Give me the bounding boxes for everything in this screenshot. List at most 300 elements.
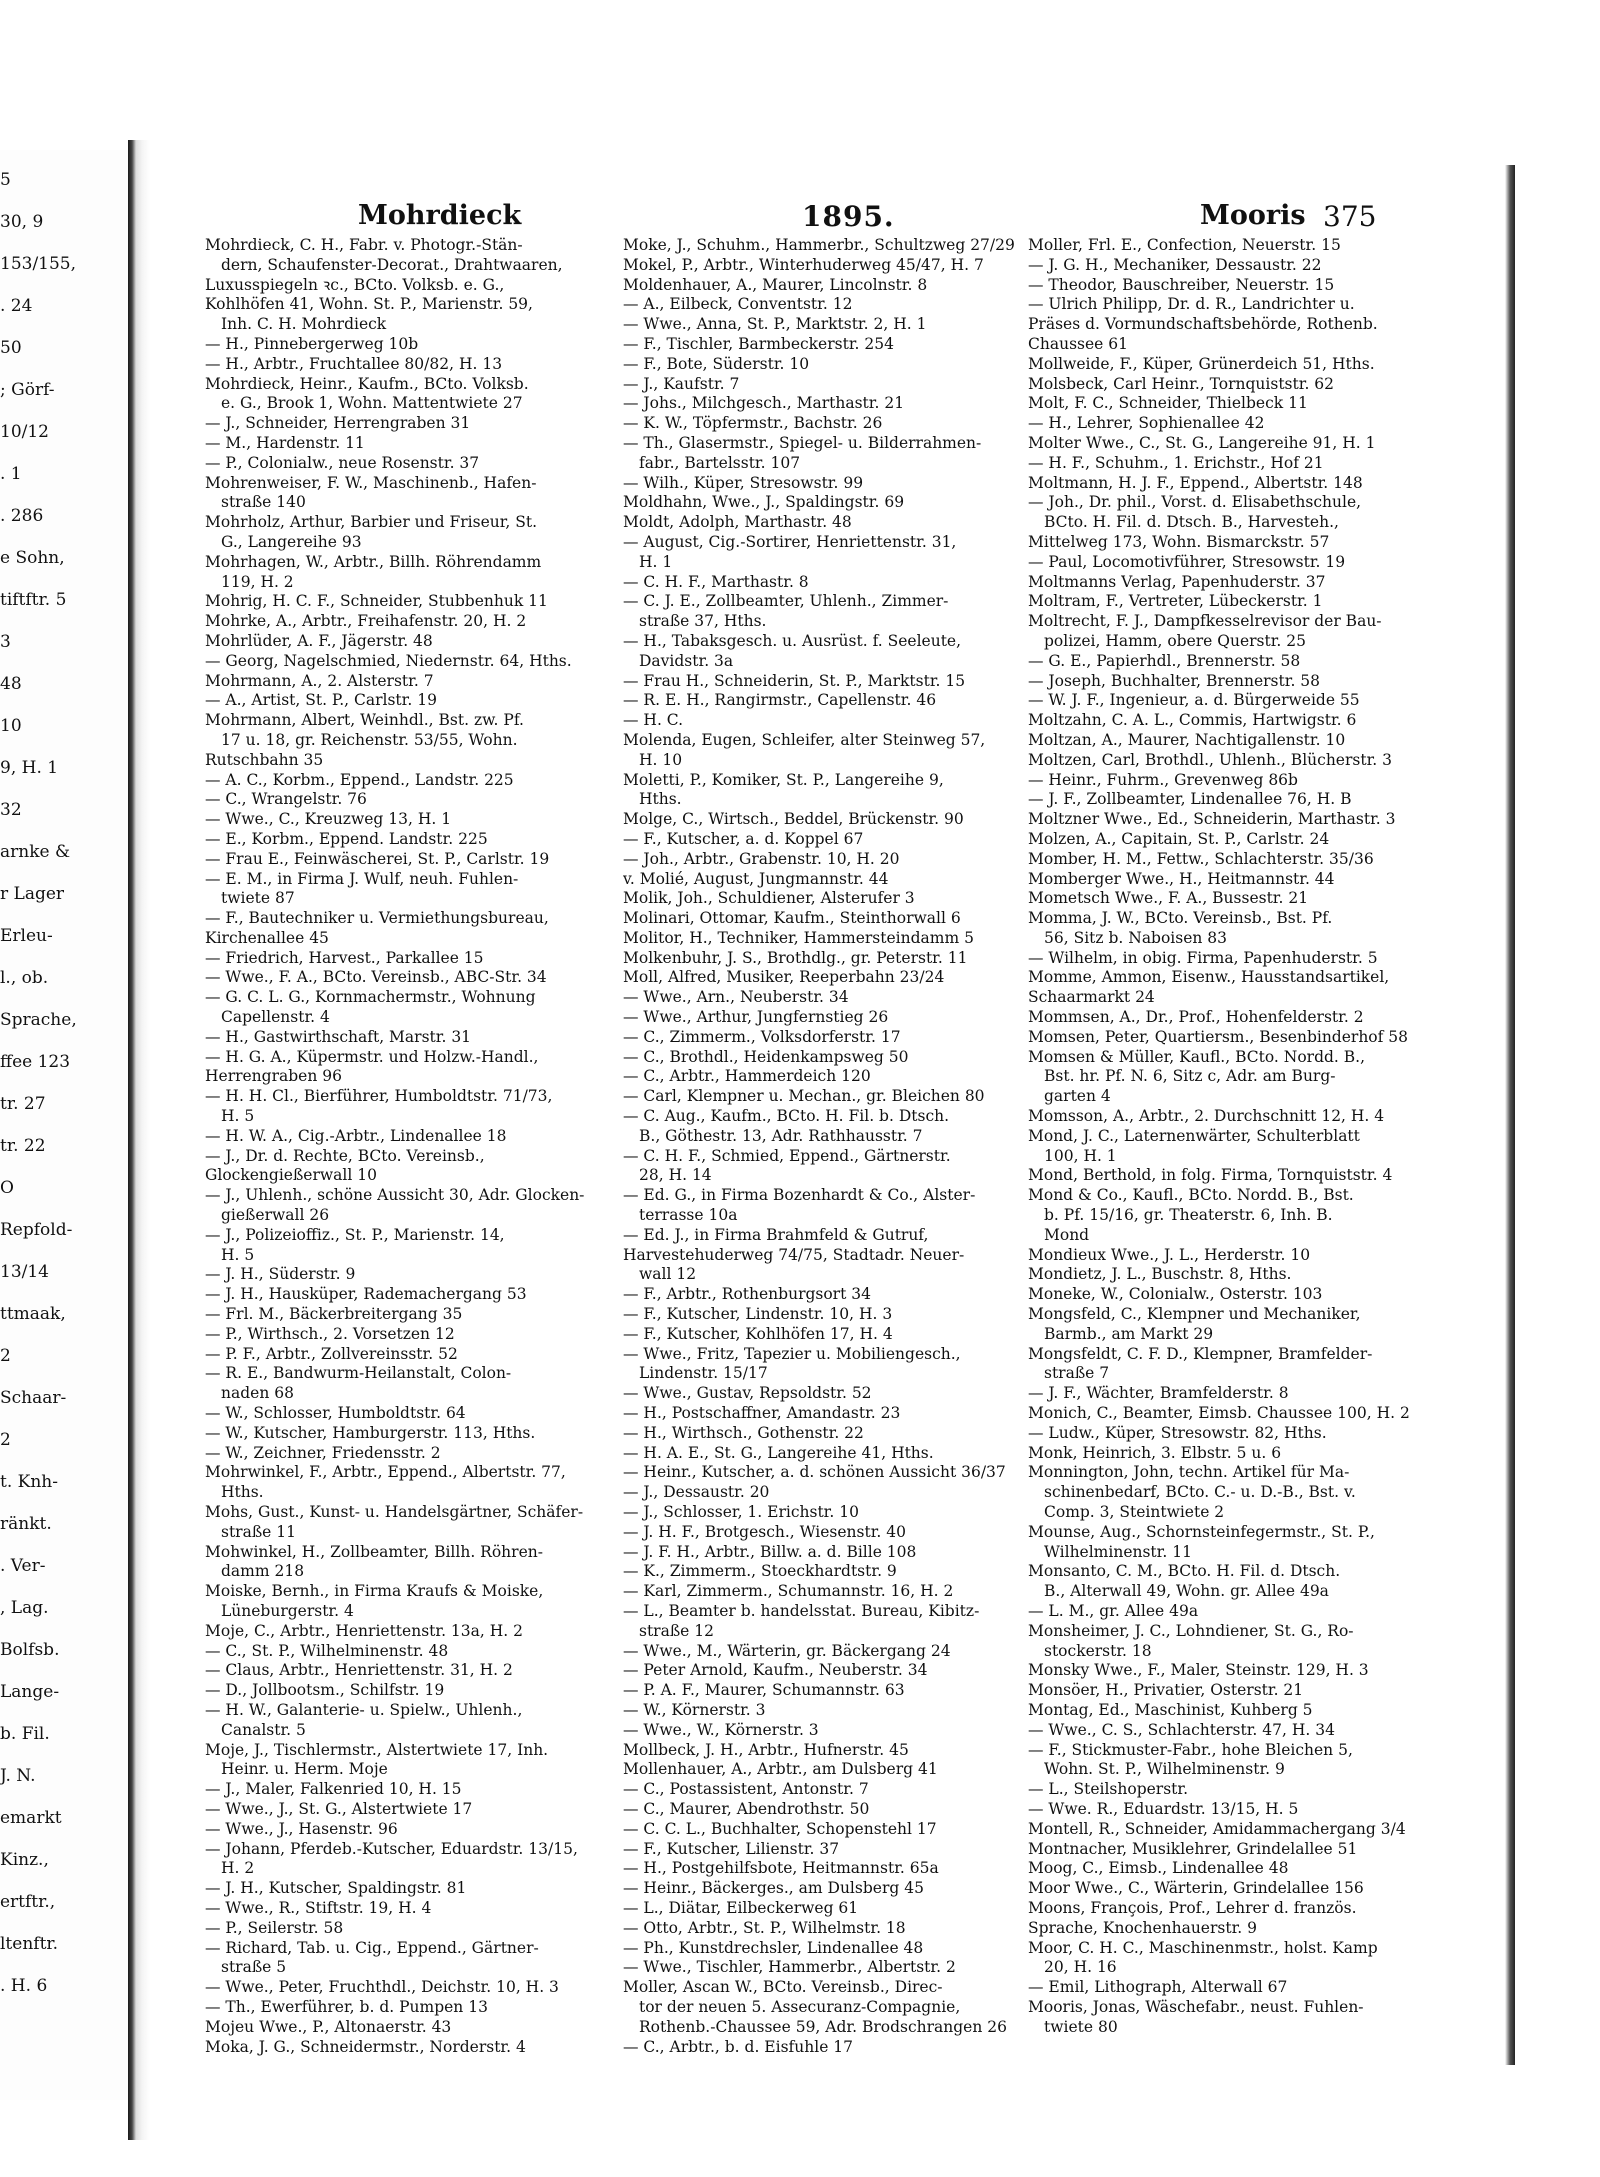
directory-entry-line: B., Alterwall 49, Wohn. gr. Allee 49a	[1044, 1582, 1329, 1601]
directory-entry-line: Moltzner Wwe., Ed., Schneiderin, Marthastr. 3	[1028, 810, 1396, 829]
directory-entry-line: — M., Hardenstr. 11	[205, 433, 365, 452]
directory-entry-line: — P. F., Arbtr., Zollvereinsstr. 52	[205, 1344, 458, 1363]
directory-entry-line: — H., Lehrer, Sophienallee 42	[1028, 414, 1265, 433]
previous-page-fragment: tr. 27	[0, 1094, 46, 1114]
directory-entry-line: — H. W. A., Cig.-Arbtr., Lindenallee 18	[205, 1126, 507, 1145]
previous-page-fragment: tr. 22	[0, 1136, 46, 1156]
directory-entry-line: Moldt, Adolph, Marthastr. 48	[623, 513, 852, 532]
directory-entry-line: — Heinr., Fuhrm., Grevenweg 86b	[1028, 770, 1298, 789]
directory-entry-line: — F., Tischler, Barmbeckerstr. 254	[623, 334, 894, 353]
directory-entry-line: — Frau H., Schneiderin, St. P., Marktstr. 15	[623, 671, 966, 690]
previous-page-fragment: 3	[0, 632, 11, 652]
directory-entry-line: — H. G. A., Küpermstr. und Holzw.-Handl.,	[205, 1047, 539, 1066]
directory-entry-line: — Wilhelm, in obig. Firma, Papenhuderstr. 5	[1028, 948, 1378, 967]
directory-entry-line: 100, H. 1	[1044, 1146, 1117, 1165]
directory-entry-line: Momsson, A., Arbtr., 2. Durchschnitt 12, H. 4	[1028, 1107, 1385, 1126]
directory-entry-line: Mohrenweiser, F. W., Maschinenb., Hafen-	[205, 473, 537, 492]
directory-entry-line: Capellenstr. 4	[221, 1008, 330, 1027]
directory-entry-line: — H., Wirthsch., Gothenstr. 22	[623, 1423, 864, 1442]
directory-entry-line: — Ulrich Philipp, Dr. d. R., Landrichter u.	[1028, 295, 1355, 314]
directory-entry-line: — Ludw., Küper, Stresowstr. 82, Hths.	[1028, 1423, 1327, 1442]
directory-entry-line: Mittelweg 173, Wohn. Bismarckstr. 57	[1028, 532, 1330, 551]
previous-page-fragment: 10	[0, 716, 22, 736]
directory-column-3	[1028, 236, 1436, 2038]
directory-column-2	[623, 236, 1023, 2057]
directory-entry-line: — K., Zimmerm., Stoeckhardtstr. 9	[623, 1562, 897, 1581]
directory-entry-line: — Wwe., J., Hasenstr. 96	[205, 1819, 398, 1838]
directory-entry-line: — C., Wrangelstr. 76	[205, 790, 367, 809]
directory-entry-line: — R. E., Bandwurm-Heilanstalt, Colon-	[205, 1364, 512, 1383]
previous-page-fragment: arnke &	[0, 842, 71, 862]
directory-entry-line: — J. F., Wächter, Bramfelderstr. 8	[1028, 1384, 1289, 1403]
directory-entry-line: — L. M., gr. Allee 49a	[1028, 1601, 1199, 1620]
directory-entry-line: Molenda, Eugen, Schleifer, alter Steinweg 57,	[623, 730, 986, 749]
directory-entry-line: Bst. hr. Pf. N. 6, Sitz c, Adr. am Burg-	[1044, 1067, 1336, 1086]
directory-entry-line: schinenbedarf, BCto. C.- u. D.-B., Bst. v.	[1044, 1483, 1356, 1502]
previous-page-fragment: Kinz.,	[0, 1850, 49, 1870]
directory-entry-line: straße 5	[221, 1958, 287, 1977]
directory-entry-line: 28, H. 14	[639, 1166, 712, 1185]
directory-entry-line: — J., Dr. d. Rechte, BCto. Vereinsb.,	[205, 1146, 485, 1165]
directory-entry-line: Molinari, Ottomar, Kaufm., Steinthorwall 6	[623, 909, 961, 928]
previous-page-fragment: ttmaak,	[0, 1304, 66, 1324]
directory-entry-line: — J., Schlosser, 1. Erichstr. 10	[623, 1503, 859, 1521]
book-gutter	[128, 140, 150, 2140]
directory-entry-line: terrasse 10a	[639, 1206, 738, 1225]
directory-entry-line: H. 5	[221, 1107, 255, 1126]
directory-entry-line: Mohrwinkel, F., Arbtr., Eppend., Albertstr. 77,	[205, 1463, 566, 1482]
directory-entry-line: — Friedrich, Harvest., Parkallee 15	[205, 948, 484, 967]
directory-entry-line: — D., Jollbootsm., Schilfstr. 19	[205, 1681, 445, 1700]
directory-entry-line: — Wwe., Tischler, Hammerbr., Albertstr. 2	[623, 1958, 956, 1977]
directory-entry-line: Chaussee 61	[1028, 334, 1128, 353]
header-left-keyword: Mohrdieck	[358, 200, 522, 231]
directory-entry-line: Mond & Co., Kaufl., BCto. Nordd. B., Bst.	[1028, 1186, 1354, 1205]
directory-entry-line: Molsbeck, Carl Heinr., Tornquiststr. 62	[1028, 374, 1335, 393]
directory-entry-line: straße 11	[221, 1522, 297, 1541]
directory-entry-line: Mollbeck, J. H., Arbtr., Hufnerstr. 45	[623, 1740, 909, 1759]
directory-entry-line: — C. C. L., Buchhalter, Schopenstehl 17	[623, 1819, 937, 1838]
directory-entry-line: twiete 80	[1044, 2017, 1118, 2036]
previous-page-fragment: 2	[0, 1430, 11, 1450]
directory-entry-line: Luxusspiegeln ꝛc., BCto. Volksb. e. G.,	[205, 275, 505, 294]
directory-entry-line: — J., Maler, Falkenried 10, H. 15	[205, 1780, 462, 1799]
previous-page-fragment: Erleu-	[0, 926, 53, 946]
directory-entry-line: Molter Wwe., C., St. G., Langereihe 91, H. 1	[1028, 433, 1376, 452]
directory-entry-line: — P., Colonialw., neue Rosenstr. 37	[205, 453, 480, 472]
directory-entry-line: — H. F., Schuhm., 1. Erichstr., Hof 21	[1028, 453, 1324, 472]
directory-entry-line: Moje, J., Tischlermstr., Alstertwiete 17, Inh.	[205, 1740, 549, 1759]
directory-entry-line: Barmb., am Markt 29	[1044, 1324, 1214, 1343]
directory-entry-line: Monsöer, H., Privatier, Osterstr. 21	[1028, 1681, 1304, 1700]
directory-entry-line: Mohrdieck, Heinr., Kaufm., BCto. Volksb.	[205, 374, 529, 393]
directory-entry-line: twiete 87	[221, 889, 295, 908]
directory-entry-line: — Johann, Pferdeb.-Kutscher, Eduardstr. 13/15,	[205, 1839, 578, 1858]
directory-entry-line: — Peter Arnold, Kaufm., Neuberstr. 34	[623, 1661, 928, 1680]
previous-page-fragment: 2	[0, 1346, 11, 1366]
directory-entry-line: B., Göthestr. 13, Adr. Rathhausstr. 7	[639, 1126, 923, 1145]
directory-entry-line: Mohwinkel, H., Zollbeamter, Billh. Röhren-	[205, 1542, 543, 1561]
directory-entry-line: garten 4	[1044, 1087, 1111, 1106]
directory-entry-line: Mohrke, A., Arbtr., Freihafenstr. 20, H. 2	[205, 612, 527, 631]
directory-entry-line: Rutschbahn 35	[205, 750, 324, 769]
directory-entry-line: Canalstr. 5	[221, 1720, 306, 1739]
directory-entry-line: — Wwe., W., Körnerstr. 3	[623, 1720, 819, 1739]
directory-entry-line: Mounse, Aug., Schornsteinfegermstr., St. P.,	[1028, 1522, 1375, 1541]
directory-entry-line: Comp. 3, Steintwiete 2	[1044, 1503, 1225, 1521]
previous-page-fragment: Schaar-	[0, 1388, 67, 1408]
directory-entry-line: Moneke, W., Colonialw., Osterstr. 103	[1028, 1285, 1323, 1304]
previous-page-fragment: 153/155,	[0, 254, 77, 274]
directory-entry-line: — J., Polizeioffiz., St. P., Marienstr. 14,	[205, 1225, 505, 1244]
directory-entry-line: — Wwe., Arn., Neuberstr. 34	[623, 988, 849, 1007]
directory-entry-line: — F., Kutscher, Lindenstr. 10, H. 3	[623, 1305, 893, 1324]
directory-entry-line: — J., Schneider, Herrengraben 31	[205, 414, 471, 433]
directory-entry-line: — Ph., Kunstdrechsler, Lindenallee 48	[623, 1938, 924, 1957]
directory-entry-line: — W. J. F., Ingenieur, a. d. Bürgerweide 55	[1028, 691, 1360, 710]
directory-entry-line: Moltrecht, F. J., Dampfkesselrevisor der Bau-	[1028, 612, 1382, 631]
directory-entry-line: Montnacher, Musiklehrer, Grindelallee 51	[1028, 1839, 1358, 1858]
previous-page-fragment: ertftr.,	[0, 1892, 56, 1912]
directory-entry-line: Wohn. St. P., Wilhelminenstr. 9	[1044, 1760, 1285, 1779]
directory-entry-line: — C., Zimmerm., Volksdorferstr. 17	[623, 1027, 901, 1046]
previous-page-fragment: Repfold-	[0, 1220, 73, 1240]
directory-entry-line: damm 218	[221, 1562, 305, 1581]
directory-entry-line: — G. E., Papierhdl., Brennerstr. 58	[1028, 651, 1301, 670]
directory-entry-line: — Claus, Arbtr., Henriettenstr. 31, H. 2	[205, 1661, 513, 1680]
page-header	[150, 200, 1505, 240]
directory-entry-line: — C., St. P., Wilhelminenstr. 48	[205, 1641, 449, 1660]
directory-entry-line: — H., Tabaksgesch. u. Ausrüst. f. Seeleute,	[623, 631, 962, 650]
directory-entry-line: Molt, F. C., Schneider, Thielbeck 11	[1028, 394, 1308, 413]
directory-entry-line: polizei, Hamm, obere Querstr. 25	[1044, 631, 1307, 650]
directory-entry-line: — W., Zeichner, Friedensstr. 2	[205, 1443, 441, 1462]
directory-entry-line: — Wwe., J., St. G., Alstertwiete 17	[205, 1799, 473, 1818]
previous-page-fragment: J. N.	[0, 1766, 36, 1786]
previous-page-fragment: 10/12	[0, 422, 49, 442]
directory-entry-line: — P., Wirthsch., 2. Vorsetzen 12	[205, 1324, 455, 1343]
directory-entry-line: — Emil, Lithograph, Alterwall 67	[1028, 1978, 1288, 1997]
directory-entry-line: Mohrig, H. C. F., Schneider, Stubbenhuk 11	[205, 592, 548, 611]
previous-page-fragment: tiftftr. 5	[0, 590, 67, 610]
page-edge-shadow	[1505, 165, 1515, 2065]
previous-page-edge	[0, 150, 128, 2100]
directory-entry-line: — Wwe., M., Wärterin, gr. Bäckergang 24	[623, 1641, 951, 1660]
directory-entry-line: — A., Artist, St. P., Carlstr. 19	[205, 691, 437, 710]
directory-entry-line: — H. A. E., St. G., Langereihe 41, Hths.	[623, 1443, 934, 1462]
directory-entry-line: Mooris, Jonas, Wäschefabr., neust. Fuhlen-	[1028, 1997, 1364, 2016]
directory-entry-line: — Georg, Nagelschmied, Niedernstr. 64, Hths.	[205, 651, 572, 670]
directory-entry-line: Mondietz, J. L., Buschstr. 8, Hths.	[1028, 1265, 1292, 1284]
directory-entry-line: — Carl, Klempner u. Mechan., gr. Bleichen 80	[623, 1087, 985, 1106]
directory-entry-line: Monich, C., Beamter, Eimsb. Chaussee 100, H. 2	[1028, 1404, 1410, 1423]
directory-entry-line: — Frl. M., Bäckerbreitergang 35	[205, 1305, 463, 1324]
directory-entry-line: — C., Brothdl., Heidenkampsweg 50	[623, 1047, 909, 1066]
directory-entry-line: Momsen, Peter, Quartiersm., Besenbinderhof 58	[1028, 1027, 1409, 1046]
directory-entry-line: H. 1	[639, 552, 673, 571]
directory-entry-line: — Wwe. R., Eduardstr. 13/15, H. 5	[1028, 1799, 1299, 1818]
directory-entry-line: — Th., Ewerführer, b. d. Pumpen 13	[205, 1997, 488, 2016]
directory-entry-line: Kohlhöfen 41, Wohn. St. P., Marienstr. 59,	[205, 295, 533, 314]
directory-entry-line: H. 10	[639, 750, 683, 769]
directory-entry-line: Moog, C., Eimsb., Lindenallee 48	[1028, 1859, 1289, 1878]
directory-entry-line: — H., Arbtr., Fruchtallee 80/82, H. 13	[205, 354, 503, 373]
directory-entry-line: Moldenhauer, A., Maurer, Lincolnstr. 8	[623, 275, 928, 294]
directory-entry-line: Mohrmann, Albert, Weinhdl., Bst. zw. Pf.	[205, 711, 524, 730]
directory-entry-line: — J. H., Süderstr. 9	[205, 1265, 356, 1284]
directory-entry-line: Molitor, H., Techniker, Hammersteindamm 5	[623, 928, 974, 947]
directory-entry-line: — P. A. F., Maurer, Schumannstr. 63	[623, 1681, 905, 1700]
directory-entry-line: tor der neuen 5. Assecuranz-Compagnie,	[639, 1997, 961, 2016]
directory-entry-line: Mollweide, F., Küper, Grünerdeich 51, Hths.	[1028, 354, 1375, 373]
directory-entry-line: — J. H., Kutscher, Spaldingstr. 81	[205, 1879, 467, 1898]
directory-entry-line: Mohrholz, Arthur, Barbier und Friseur, St.	[205, 513, 538, 532]
directory-entry-line: Moltram, F., Vertreter, Lübeckerstr. 1	[1028, 592, 1323, 611]
directory-entry-line: — Johs., Milchgesch., Marthastr. 21	[623, 394, 905, 413]
directory-entry-line: Mohrlüder, A. F., Jägerstr. 48	[205, 631, 433, 650]
directory-entry-line: Molkenbuhr, J. S., Brothdlg., gr. Peterstr. 11	[623, 948, 968, 967]
previous-page-fragment: 32	[0, 800, 22, 820]
directory-entry-line: Momme, Ammon, Eisenw., Hausstandsartikel,	[1028, 968, 1390, 987]
previous-page-fragment: ltenftr.	[0, 1934, 59, 1954]
directory-entry-line: Moltzan, A., Maurer, Nachtigallenstr. 10	[1028, 730, 1346, 749]
directory-entry-line: — Wwe., Gustav, Repsoldstr. 52	[623, 1384, 872, 1403]
directory-entry-line: — R. E. H., Rangirmstr., Capellenstr. 46	[623, 691, 937, 710]
previous-page-fragment: Sprache,	[0, 1010, 77, 1030]
previous-page-fragment: . 286	[0, 506, 44, 526]
directory-entry-line: Monsheimer, J. C., Lohndiener, St. G., Ro-	[1028, 1621, 1354, 1640]
directory-entry-line: — Joseph, Buchhalter, Brennerstr. 58	[1028, 671, 1321, 690]
directory-entry-line: — H. W., Galanterie- u. Spielw., Uhlenh.,	[205, 1700, 523, 1719]
directory-entry-line: Moltzahn, C. A. L., Commis, Hartwigstr. 6	[1028, 711, 1357, 730]
directory-entry-line: — J. H. F., Brotgesch., Wiesenstr. 40	[623, 1522, 907, 1541]
directory-entry-line: — H., Gastwirthschaft, Marstr. 31	[205, 1027, 472, 1046]
directory-entry-line: Mohs, Gust., Kunst- u. Handelsgärtner, Schäfer-	[205, 1503, 584, 1521]
directory-entry-line: Sprache, Knochenhauerstr. 9	[1028, 1918, 1257, 1937]
directory-entry-line: Heinr. u. Herm. Moje	[221, 1760, 388, 1779]
directory-entry-line: Moltmann, H. J. F., Eppend., Albertstr. 148	[1028, 473, 1363, 492]
directory-entry-line: Moller, Frl. E., Confection, Neuerstr. 15	[1028, 236, 1341, 254]
directory-entry-line: Momsen & Müller, Kaufl., BCto. Nordd. B.,	[1028, 1047, 1366, 1066]
previous-page-fragment: 48	[0, 674, 22, 694]
directory-entry-line: — G. C. L. G., Kornmachermstr., Wohnung	[205, 988, 536, 1007]
directory-entry-line: Molzen, A., Capitain, St. P., Carlstr. 24	[1028, 829, 1330, 848]
directory-entry-line: — Paul, Locomotivführer, Stresowstr. 19	[1028, 552, 1346, 571]
directory-entry-line: — H., Postschaffner, Amandastr. 23	[623, 1404, 901, 1423]
directory-entry-line: Molik, Joh., Schuldiener, Alsterufer 3	[623, 889, 915, 908]
directory-entry-line: Glockengießerwall 10	[205, 1166, 377, 1185]
previous-page-fragment: ffee 123	[0, 1052, 71, 1072]
previous-page-fragment: b. Fil.	[0, 1724, 50, 1744]
directory-entry-line: Kirchenallee 45	[205, 928, 329, 947]
directory-entry-line: — F., Stickmuster-Fabr., hohe Bleichen 5,	[1028, 1740, 1353, 1759]
directory-entry-line: — C. H. F., Marthastr. 8	[623, 572, 809, 591]
directory-entry-line: — Joh., Arbtr., Grabenstr. 10, H. 20	[623, 849, 900, 868]
directory-entry-line: naden 68	[221, 1384, 294, 1403]
previous-page-fragment: 13/14	[0, 1262, 49, 1282]
directory-entry-line: Harvestehuderweg 74/75, Stadtadr. Neuer-	[623, 1245, 965, 1264]
directory-entry-line: — J. F. H., Arbtr., Billw. a. d. Bille 108	[623, 1542, 917, 1561]
previous-page-fragment: l., ob.	[0, 968, 49, 988]
previous-page-fragment: . H. 6	[0, 1976, 48, 1996]
directory-entry-line: — J. G. H., Mechaniker, Dessaustr. 22	[1028, 255, 1322, 274]
directory-entry-line: — Wwe., C., Kreuzweg 13, H. 1	[205, 810, 452, 829]
directory-entry-line: — L., Steilshoperstr.	[1028, 1780, 1189, 1799]
directory-entry-line: — J., Uhlenh., schöne Aussicht 30, Adr. Glocken-	[205, 1186, 585, 1205]
directory-entry-line: — F., Kutscher, Lilienstr. 37	[623, 1839, 840, 1858]
previous-page-fragment: . Ver-	[0, 1556, 46, 1576]
directory-entry-line: Inh. C. H. Mohrdieck	[221, 315, 387, 334]
directory-entry-line: Moje, C., Arbtr., Henriettenstr. 13a, H. 2	[205, 1621, 523, 1640]
directory-entry-line: Mond, Berthold, in folg. Firma, Tornquiststr. 4	[1028, 1166, 1393, 1185]
previous-page-fragment: O	[0, 1178, 14, 1198]
directory-entry-line: — W., Schlosser, Humboldtstr. 64	[205, 1404, 466, 1423]
directory-entry-line: Monnington, John, techn. Artikel für Ma-	[1028, 1463, 1350, 1482]
directory-entry-line: — Wwe., R., Stiftstr. 19, H. 4	[205, 1898, 432, 1917]
directory-entry-line: Moka, J. G., Schneidermstr., Norderstr. 4	[205, 2037, 526, 2056]
directory-entry-line: — Wilh., Küper, Stresowstr. 99	[623, 473, 864, 492]
directory-entry-line: Moltmanns Verlag, Papenhuderstr. 37	[1028, 572, 1326, 591]
directory-entry-line: — C., Maurer, Abendrothstr. 50	[623, 1799, 870, 1818]
directory-entry-line: — Ed. J., in Firma Brahmfeld & Gutruf,	[623, 1225, 929, 1244]
directory-entry-line: Moor Wwe., C., Wärterin, Grindelallee 156	[1028, 1879, 1364, 1898]
directory-entry-line: — A. C., Korbm., Eppend., Landstr. 225	[205, 770, 514, 789]
directory-entry-line: — F., Bote, Süderstr. 10	[623, 354, 810, 373]
directory-entry-line: — F., Kutscher, a. d. Koppel 67	[623, 829, 864, 848]
directory-entry-line: b. Pf. 15/16, gr. Theaterstr. 6, Inh. B.	[1044, 1206, 1333, 1225]
directory-entry-line: — W., Körnerstr. 3	[623, 1700, 766, 1719]
directory-entry-line: Mondieux Wwe., J. L., Herderstr. 10	[1028, 1245, 1311, 1264]
directory-entry-line: Moke, J., Schuhm., Hammerbr., Schultzweg 27/29	[623, 236, 1015, 254]
directory-entry-line: — H., Postgehilfsbote, Heitmannstr. 65a	[623, 1859, 939, 1878]
directory-entry-line: — Joh., Dr. phil., Vorst. d. Elisabethschule,	[1028, 493, 1362, 512]
directory-entry-line: Moor, C. H. C., Maschinenmstr., holst. Kamp	[1028, 1938, 1378, 1957]
previous-page-fragment: r Lager	[0, 884, 65, 904]
header-year: 1895.	[802, 200, 895, 233]
directory-entry-line: BCto. H. Fil. d. Dtsch. B., Harvesteh.,	[1044, 513, 1339, 532]
directory-entry-line: — C. H. F., Schmied, Eppend., Gärtnerstr.	[623, 1146, 951, 1165]
directory-entry-line: dern, Schaufenster-Decorat., Drahtwaaren,	[221, 255, 563, 274]
directory-entry-line: Schaarmarkt 24	[1028, 988, 1155, 1007]
directory-entry-line: — H. H. Cl., Bierführer, Humboldtstr. 71/73,	[205, 1087, 553, 1106]
directory-entry-line: — L., Diätar, Eilbeckerweg 61	[623, 1898, 859, 1917]
previous-page-fragment: 5	[0, 170, 11, 190]
directory-entry-line: wall 12	[639, 1265, 697, 1284]
directory-entry-line: G., Langereihe 93	[221, 532, 362, 551]
directory-entry-line: — Wwe., F. A., BCto. Vereinsb., ABC-Str. 34	[205, 968, 547, 987]
directory-entry-line: fabr., Bartelsstr. 107	[639, 453, 801, 472]
previous-page-fragment: e Sohn,	[0, 548, 65, 568]
directory-entry-line: 119, H. 2	[221, 572, 294, 591]
directory-entry-line: — Wwe., Peter, Fruchthdl., Deichstr. 10, H. 3	[205, 1978, 559, 1997]
directory-entry-line: Molge, C., Wirtsch., Beddel, Brückenstr. 90	[623, 810, 964, 829]
previous-page-fragment: ; Görf-	[0, 380, 55, 400]
directory-entry-line: — J. H., Hausküper, Rademachergang 53	[205, 1285, 527, 1304]
directory-entry-line: stockerstr. 18	[1044, 1641, 1152, 1660]
directory-entry-line: Moons, François, Prof., Lehrer d. französ.	[1028, 1898, 1357, 1917]
directory-entry-line: Herrengraben 96	[205, 1067, 342, 1086]
directory-entry-line: Lindenstr. 15/17	[639, 1364, 768, 1383]
directory-entry-line: — Heinr., Kutscher, a. d. schönen Aussicht 36/37	[623, 1463, 1006, 1482]
directory-entry-line: — H. C.	[623, 711, 684, 730]
directory-entry-line: — Heinr., Bäckerges., am Dulsberg 45	[623, 1879, 924, 1898]
directory-entry-line: — C. Aug., Kaufm., BCto. H. Fil. b. Dtsch.	[623, 1107, 950, 1126]
directory-entry-line: — Th., Glasermstr., Spiegel- u. Bilderrahmen-	[623, 433, 982, 452]
page-number: 375	[1323, 200, 1377, 233]
previous-page-fragment: , Lag.	[0, 1598, 49, 1618]
directory-entry-line: Moller, Ascan W., BCto. Vereinsb., Direc-	[623, 1978, 943, 1997]
directory-entry-line: Moletti, P., Komiker, St. P., Langereihe 9,	[623, 770, 944, 789]
directory-entry-line: — F., Bautechniker u. Vermiethungsbureau,	[205, 909, 549, 928]
directory-entry-line: Wilhelminenstr. 11	[1044, 1542, 1192, 1561]
directory-entry-line: — Richard, Tab. u. Cig., Eppend., Gärtner-	[205, 1938, 539, 1957]
directory-entry-line: Mometsch Wwe., F. A., Bussestr. 21	[1028, 889, 1309, 908]
directory-entry-line: — Ed. G., in Firma Bozenhardt & Co., Alster-	[623, 1186, 976, 1205]
directory-entry-line: — L., Beamter b. handelsstat. Bureau, Kibitz-	[623, 1601, 980, 1620]
directory-entry-line: Mohrmann, A., 2. Alsterstr. 7	[205, 671, 434, 690]
directory-entry-line: Mollenhauer, A., Arbtr., am Dulsberg 41	[623, 1760, 938, 1779]
header-right-keyword: Mooris	[1200, 200, 1306, 231]
directory-entry-line: Montag, Ed., Maschinist, Kuhberg 5	[1028, 1700, 1313, 1719]
directory-entry-line: H. 2	[221, 1859, 255, 1878]
directory-entry-line: Moltzen, Carl, Brothdl., Uhlenh., Blücherstr. 3	[1028, 750, 1392, 769]
directory-entry-line: — Otto, Arbtr., St. P., Wilhelmstr. 18	[623, 1918, 906, 1937]
directory-entry-line: — P., Seilerstr. 58	[205, 1918, 344, 1937]
directory-entry-line: H. 5	[221, 1245, 255, 1264]
directory-entry-line: v. Molié, August, Jungmannstr. 44	[623, 869, 889, 888]
previous-page-fragment: emarkt	[0, 1808, 62, 1828]
directory-entry-line: — J., Kaufstr. 7	[623, 374, 740, 393]
previous-page-fragment: . 1	[0, 464, 22, 484]
directory-entry-line: — C., Arbtr., b. d. Eisfuhle 17	[623, 2037, 854, 2056]
directory-entry-line: e. G., Brook 1, Wohn. Mattentwiete 27	[221, 394, 523, 413]
directory-entry-line: Moll, Alfred, Musiker, Reeperbahn 23/24	[623, 968, 945, 987]
previous-page-fragment: 50	[0, 338, 22, 358]
directory-entry-line: — H., Pinnebergerweg 10b	[205, 334, 419, 353]
directory-entry-line: — Wwe., C. S., Schlachterstr. 47, H. 34	[1028, 1720, 1335, 1739]
directory-entry-line: — F., Kutscher, Kohlhöfen 17, H. 4	[623, 1324, 893, 1343]
directory-entry-line: straße 12	[639, 1621, 715, 1640]
previous-page-fragment: 30, 9	[0, 212, 44, 232]
previous-page-fragment: ränkt.	[0, 1514, 52, 1534]
directory-entry-line: Hths.	[639, 790, 682, 809]
directory-entry-line: — W., Kutscher, Hamburgerstr. 113, Hths.	[205, 1423, 536, 1442]
previous-page-fragment: Lange-	[0, 1682, 60, 1702]
directory-entry-line: Mongsfeld, C., Klempner und Mechaniker,	[1028, 1305, 1361, 1324]
directory-entry-line: Moldhahn, Wwe., J., Spaldingstr. 69	[623, 493, 905, 512]
directory-entry-line: — C., Postassistent, Antonstr. 7	[623, 1780, 869, 1799]
directory-entry-line: — Wwe., Arthur, Jungfernstieg 26	[623, 1008, 889, 1027]
directory-entry-line: — C. J. E., Zollbeamter, Uhlenh., Zimmer-	[623, 592, 949, 611]
directory-entry-line: — J., Dessaustr. 20	[623, 1483, 770, 1502]
directory-entry-line: — Karl, Zimmerm., Schumannstr. 16, H. 2	[623, 1582, 954, 1601]
directory-entry-line: Monk, Heinrich, 3. Elbstr. 5 u. 6	[1028, 1443, 1282, 1462]
directory-entry-line: 56, Sitz b. Naboisen 83	[1044, 928, 1228, 947]
directory-entry-line: Lüneburgerstr. 4	[221, 1601, 354, 1620]
directory-entry-line: — August, Cig.-Sortirer, Henriettenstr. 31,	[623, 532, 957, 551]
directory-entry-line: — J. F., Zollbeamter, Lindenallee 76, H. B	[1028, 790, 1352, 809]
directory-entry-line: gießerwall 26	[221, 1206, 330, 1225]
directory-entry-line: Rothenb.-Chaussee 59, Adr. Brodschrangen 26	[639, 2017, 1007, 2036]
previous-page-fragment: t. Knh-	[0, 1472, 58, 1492]
directory-entry-line: — Theodor, Bauschreiber, Neuerstr. 15	[1028, 275, 1335, 294]
directory-entry-line: straße 37, Hths.	[639, 612, 767, 631]
directory-entry-line: Mond	[1044, 1225, 1090, 1244]
directory-entry-line: Davidstr. 3a	[639, 651, 734, 670]
directory-entry-line: 17 u. 18, gr. Reichenstr. 53/55, Wohn.	[221, 730, 518, 749]
directory-entry-line: — A., Eilbeck, Conventstr. 12	[623, 295, 853, 314]
directory-entry-line: Momber, H. M., Fettw., Schlachterstr. 35/36	[1028, 849, 1374, 868]
